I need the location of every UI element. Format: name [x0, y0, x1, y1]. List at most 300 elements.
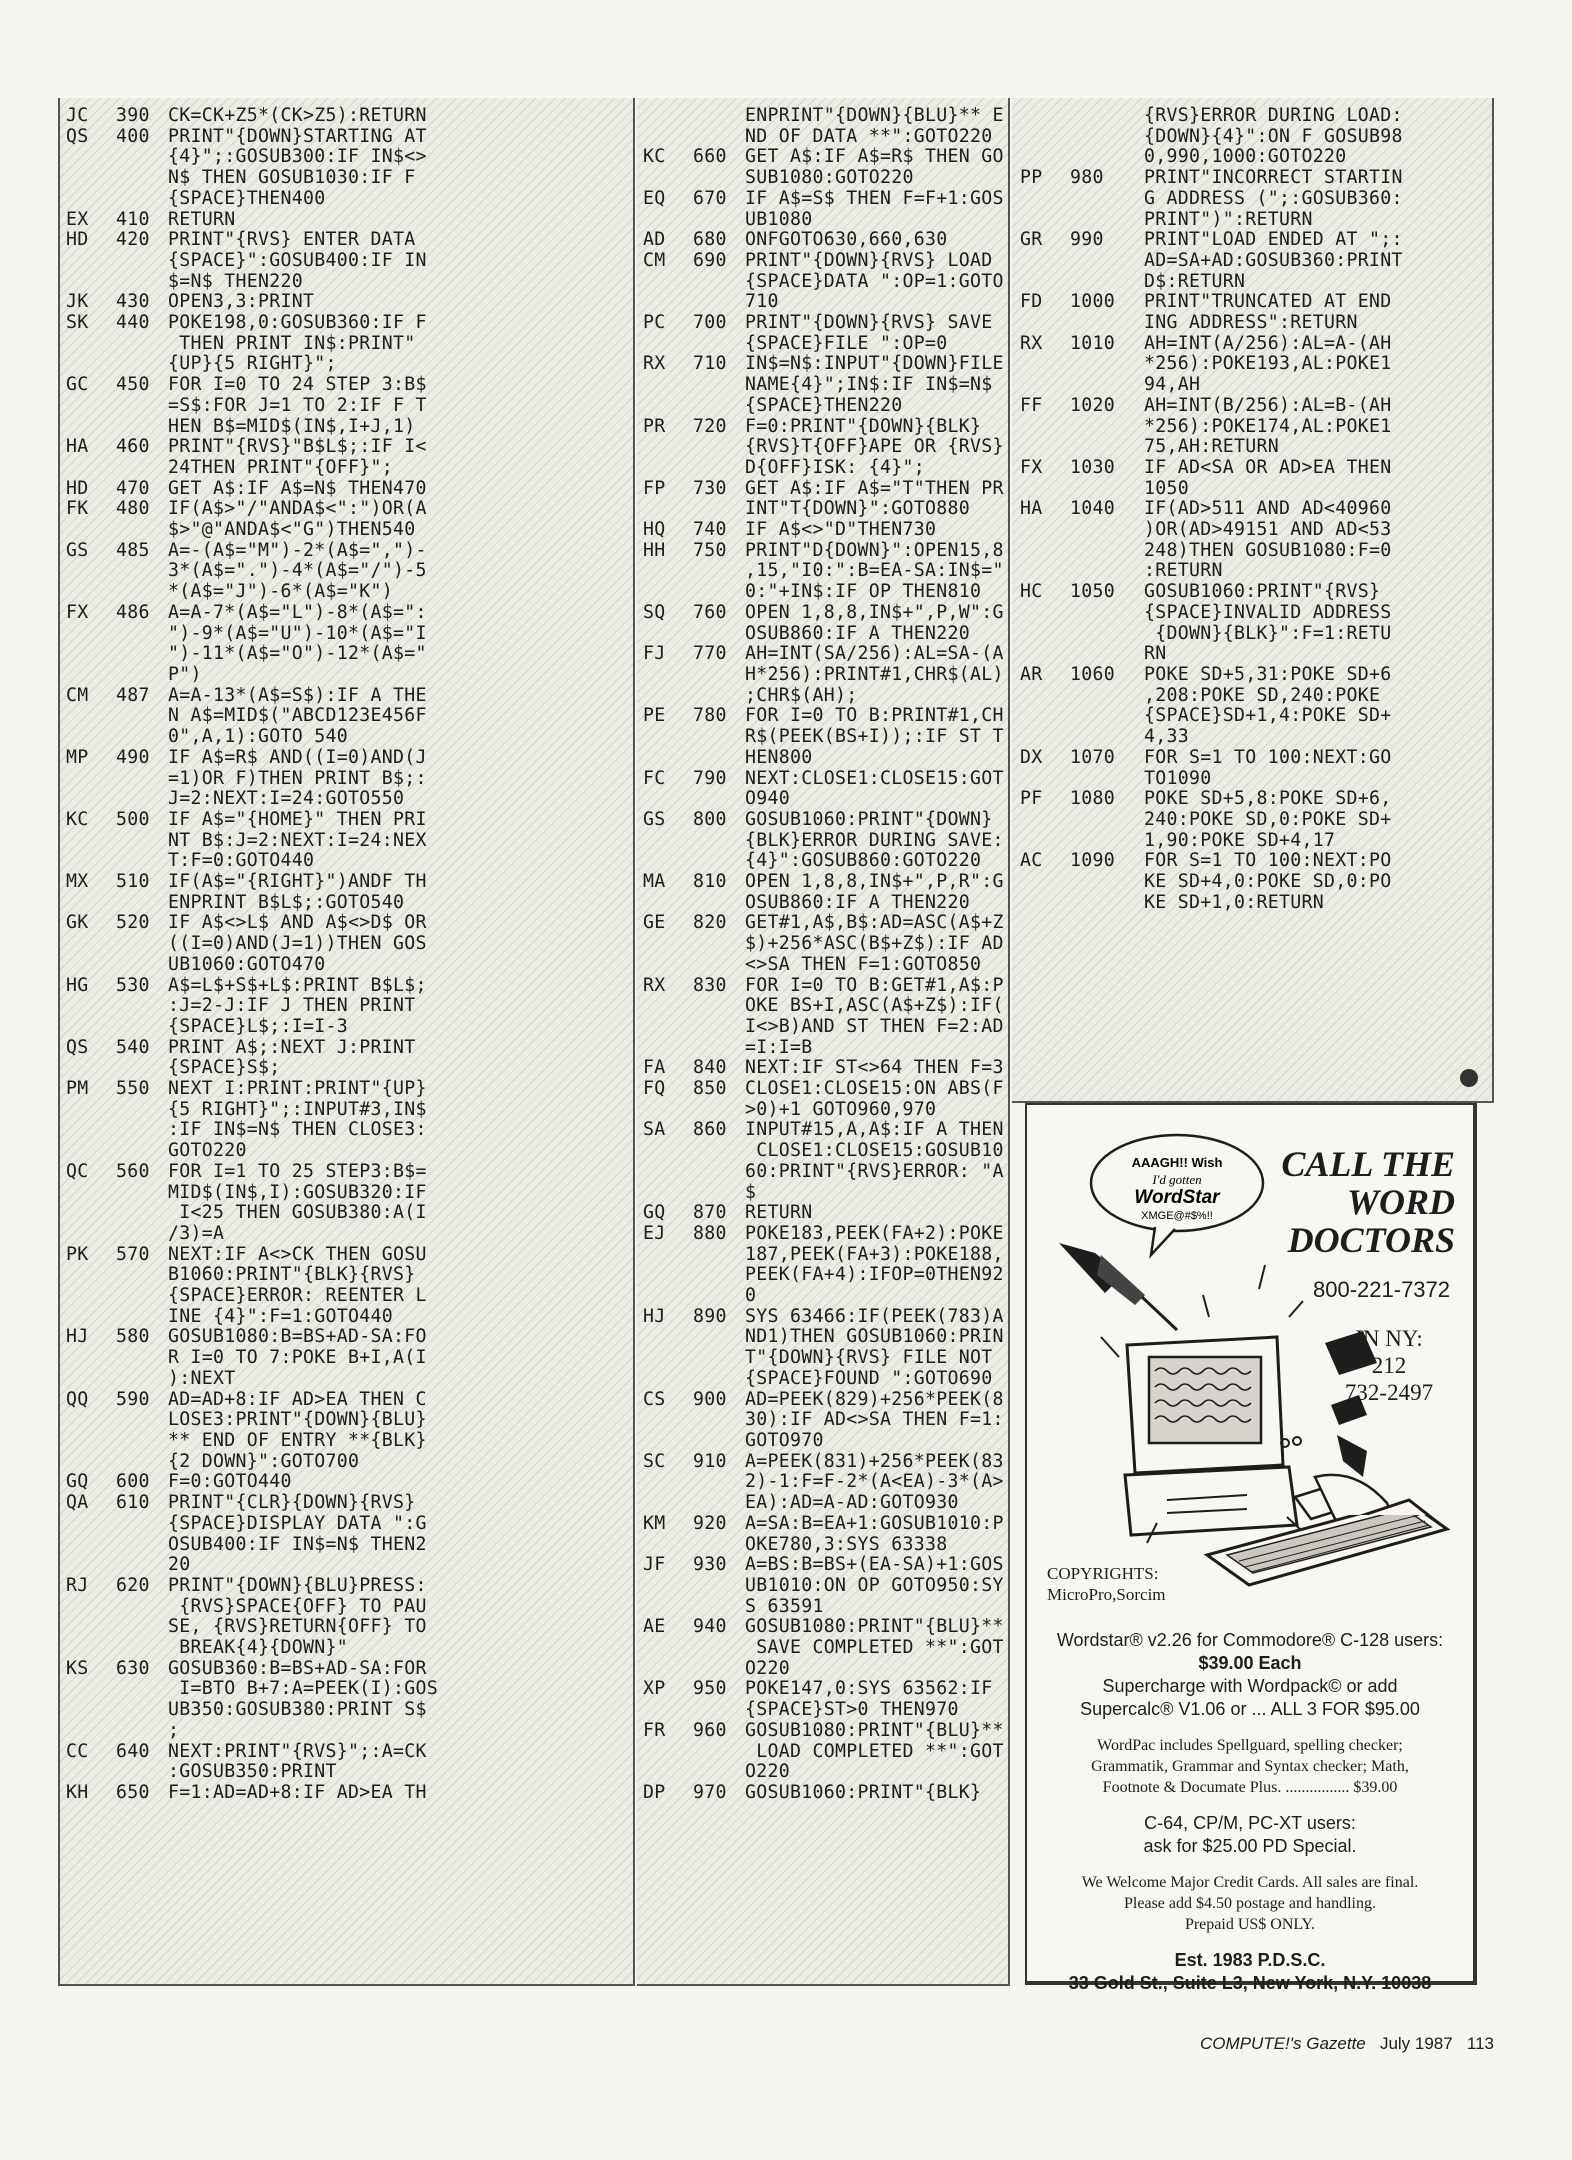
checksum [1020, 520, 1070, 541]
code-text: PRINT"D{DOWN}":OPEN15,8 [745, 539, 1004, 561]
line-number [116, 1679, 168, 1700]
line-number: 820 [693, 912, 727, 934]
code-text: SYS 63466:IF(PEEK(783)A [745, 1305, 1004, 1327]
code-line [643, 1286, 1004, 1307]
code-line [643, 1576, 1004, 1597]
code-text: B1060:PRINT"{BLK}{RVS} [168, 1264, 416, 1286]
line-number [1070, 354, 1144, 375]
code-line [1020, 230, 1488, 251]
code-text: NEXT:PRINT"{RVS}";:A=CK [168, 1740, 427, 1762]
code-text: PRINT"{DOWN}STARTING AT [168, 125, 427, 147]
checksum [66, 189, 116, 210]
code-line [66, 251, 629, 272]
code-line [66, 1762, 629, 1783]
checksum [643, 1762, 693, 1783]
line-number: 1070 [1070, 746, 1115, 768]
line-number [1070, 210, 1144, 231]
code-text: GET#1,A$,B$:AD=ASC(A$+Z [745, 912, 1004, 934]
checksum [643, 1141, 693, 1162]
line-number [116, 582, 168, 603]
copyrights-label: COPYRIGHTS: [1047, 1564, 1159, 1583]
code-line [643, 1617, 1004, 1638]
code-text: {RVS}T{OFF}APE OR {RVS} [745, 436, 1004, 458]
code-line [66, 1783, 629, 1804]
code-line [643, 1017, 1004, 1038]
wordpac-description-2: Grammatik, Grammar and Syntax checker; Math, [1091, 1758, 1409, 1775]
line-number: 390 [116, 105, 150, 126]
code-line [643, 1369, 1004, 1390]
line-number [116, 1617, 168, 1638]
code-line [66, 458, 629, 479]
code-text: INT"T{DOWN}":GOTO880 [745, 498, 970, 520]
code-text: {SPACE}DATA ":OP=1:GOTO [745, 270, 1004, 292]
checksum [1020, 686, 1070, 707]
code-line [66, 934, 629, 955]
checksum [643, 1286, 693, 1307]
code-text: UB1080 [745, 208, 813, 230]
checksum [66, 665, 116, 686]
line-number: 580 [116, 1326, 150, 1348]
code-text: {4}";:GOSUB300:IF IN$<> [168, 146, 427, 168]
line-number [693, 1493, 745, 1514]
line-number [116, 934, 168, 955]
checksum [643, 127, 693, 148]
code-text: IF A$=R$ AND((I=0)AND(J [168, 746, 427, 768]
checksum [643, 375, 693, 396]
line-number [1070, 624, 1144, 645]
terms-prepaid: Prepaid US$ ONLY. [1184, 1916, 1316, 1933]
headline-line-3: DOCTORS [1287, 1220, 1455, 1260]
code-text: A$=L$+S$+L$:PRINT B$L$; [168, 974, 427, 996]
code-text: 94,AH [1144, 374, 1201, 396]
code-line [66, 1224, 629, 1245]
checksum [1020, 313, 1070, 334]
code-line [1020, 727, 1488, 748]
code-text: PRINT")":RETURN [1144, 208, 1313, 230]
checksum [643, 1431, 693, 1452]
line-number: 940 [693, 1616, 727, 1638]
line-number: 487 [116, 684, 150, 706]
line-number [693, 1576, 745, 1597]
code-line [1020, 831, 1488, 852]
code-text: PEEK(FA+4):IFOP=0THEN92 [745, 1264, 1004, 1286]
checksum: FC [643, 767, 666, 789]
checksum: QQ [66, 1388, 89, 1410]
code-line [643, 1493, 1004, 1514]
code-text: GOTO970 [745, 1430, 824, 1451]
checksum [1020, 831, 1070, 852]
checksum [1020, 769, 1070, 790]
line-number [693, 1659, 745, 1680]
code-text: HEN800 [745, 746, 813, 768]
checksum [643, 561, 693, 582]
checksum [66, 1638, 116, 1659]
checksum [643, 1017, 693, 1038]
checksum: FD [1020, 291, 1043, 313]
code-line [643, 541, 1004, 562]
code-line [643, 831, 1004, 852]
line-number [1070, 479, 1144, 500]
line-number [116, 354, 168, 375]
code-text: <>SA THEN F=1:GOTO850 [745, 953, 982, 975]
checksum [66, 644, 116, 665]
checksum: RX [1020, 332, 1043, 354]
code-line [643, 479, 1004, 500]
code-text: IF A$="{HOME}" THEN PRI [168, 808, 427, 830]
line-number [1070, 810, 1144, 831]
code-text: F=1:AD=AD+8:IF AD>EA TH [168, 1781, 427, 1803]
code-line [66, 1245, 629, 1266]
code-line [1020, 582, 1488, 603]
line-number [116, 1597, 168, 1618]
code-line [643, 1742, 1004, 1763]
checksum [1020, 354, 1070, 375]
code-text: OSUB860:IF A THEN220 [745, 891, 970, 913]
code-line [1020, 272, 1488, 293]
code-line [643, 582, 1004, 603]
issue-date: July 1987 [1379, 2034, 1453, 2053]
checksum [66, 1120, 116, 1141]
checksum [66, 1452, 116, 1473]
code-text: H*256):PRINT#1,CHR$(AL) [745, 663, 1004, 685]
code-text: A=SA:B=EA+1:GOSUB1010:P [745, 1512, 1004, 1534]
line-number [116, 706, 168, 727]
checksum: FF [1020, 394, 1043, 416]
line-number: 570 [116, 1243, 150, 1265]
checksum [643, 789, 693, 810]
code-line [1020, 417, 1488, 438]
code-text: PRINT"{RVS}"B$L$;:IF I< [168, 436, 427, 458]
line-number [116, 458, 168, 479]
code-text: FOR S=1 TO 100:NEXT:GO [1144, 746, 1392, 768]
checksum [66, 147, 116, 168]
code-line [66, 582, 629, 603]
code-text: R I=0 TO 7:POKE B+I,A(I [168, 1347, 427, 1369]
checksum: RX [643, 353, 666, 375]
code-text: GOSUB1060:PRINT"{RVS} [1144, 581, 1381, 603]
code-text: O220 [745, 1657, 790, 1679]
line-number [693, 1597, 745, 1618]
code-text: /3)=A [168, 1222, 225, 1244]
code-text: POKE198,0:GOSUB360:IF F [168, 312, 427, 334]
code-line [66, 1742, 629, 1763]
code-text: CLOSE1:CLOSE15:ON ABS(F [745, 1078, 1004, 1100]
line-number [116, 1203, 168, 1224]
code-line [643, 396, 1004, 417]
line-number: 1050 [1070, 581, 1115, 603]
checksum: FR [643, 1719, 666, 1741]
line-number [116, 789, 168, 810]
code-line [66, 1079, 629, 1100]
code-text: PRINT"LOAD ENDED AT ";: [1144, 229, 1403, 251]
checksum [643, 1742, 693, 1763]
code-line [643, 913, 1004, 934]
checksum [643, 1038, 693, 1059]
line-number [693, 1700, 745, 1721]
code-text: I<25 THEN GOSUB380:A(I [168, 1202, 427, 1224]
line-number [1070, 106, 1144, 127]
code-line [643, 934, 1004, 955]
line-number: 600 [116, 1471, 150, 1493]
code-text: ND1)THEN GOSUB1060:PRIN [745, 1326, 1004, 1348]
line-number [1070, 417, 1144, 438]
code-line [66, 1203, 629, 1224]
code-line [66, 1038, 629, 1059]
line-number [1070, 872, 1144, 893]
line-number [1070, 769, 1144, 790]
code-text: O940 [745, 788, 790, 810]
checksum [1020, 727, 1070, 748]
line-number [693, 851, 745, 872]
code-text: ,208:POKE SD,240:POKE [1144, 684, 1381, 706]
checksum [643, 458, 693, 479]
checksum: CM [643, 249, 666, 271]
line-number: 780 [693, 705, 727, 727]
line-number: 440 [116, 312, 150, 334]
code-text: ")-11*(A$="O")-12*(A$=" [168, 643, 427, 665]
line-number [693, 893, 745, 914]
line-number: 660 [693, 146, 727, 168]
line-number [116, 1017, 168, 1038]
code-text: NT B$:J=2:NEXT:I=24:NEX [168, 829, 427, 851]
code-line [1020, 147, 1488, 168]
code-line [1020, 665, 1488, 686]
code-text: NAME{4}";IN$:IF IN$=N$ [745, 374, 993, 396]
checksum [643, 1369, 693, 1390]
checksum [643, 210, 693, 231]
code-line [66, 851, 629, 872]
line-number [693, 1431, 745, 1452]
code-text: =I:I=B [745, 1036, 813, 1058]
checksum: AR [1020, 663, 1043, 685]
code-line [643, 417, 1004, 438]
code-line [643, 748, 1004, 769]
checksum [66, 727, 116, 748]
checksum [66, 1410, 116, 1431]
code-text: {SPACE}L$;:I=I-3 [168, 1015, 348, 1037]
line-number [116, 1183, 168, 1204]
code-line [66, 1514, 629, 1535]
terms-credit-cards: We Welcome Major Credit Cards. All sales are final. [1081, 1874, 1419, 1891]
code-line [66, 644, 629, 665]
code-text: {2 DOWN}":GOTO700 [168, 1450, 360, 1472]
code-text: A=A-7*(A$="L")-8*(A$=": [168, 601, 427, 623]
code-text: PRINT"{DOWN}{RVS} LOAD [745, 249, 993, 271]
line-number [693, 955, 745, 976]
code-line [66, 127, 629, 148]
code-text: CLOSE1:CLOSE15:GOSUB10 [745, 1140, 1004, 1162]
code-line [643, 624, 1004, 645]
listing-column-2 [637, 98, 1010, 1986]
checksum [643, 106, 693, 127]
line-number [1070, 272, 1144, 293]
checksum: PP [1020, 167, 1043, 189]
code-text: 30):IF AD<>SA THEN F=1: [745, 1409, 1004, 1431]
code-text: SE, {RVS}RETURN{OFF} TO [168, 1616, 427, 1638]
line-number [693, 1472, 745, 1493]
checksum [643, 1638, 693, 1659]
line-number [693, 1286, 745, 1307]
code-line [643, 292, 1004, 313]
line-number: 1010 [1070, 332, 1115, 354]
checksum [66, 769, 116, 790]
code-text: {DOWN}{BLK}":F=1:RETU [1144, 622, 1392, 644]
line-number: 450 [116, 374, 150, 396]
checksum [66, 1679, 116, 1700]
code-line [66, 1576, 629, 1597]
code-line [643, 727, 1004, 748]
headline-line-1: CALL THE [1281, 1144, 1455, 1184]
checksum: RJ [66, 1574, 89, 1596]
code-text: 248)THEN GOSUB1080:F=0 [1144, 539, 1392, 561]
line-number [693, 168, 745, 189]
checksum: FK [66, 498, 89, 520]
checksum: GS [643, 808, 666, 830]
checksum [1020, 872, 1070, 893]
code-text: *256):POKE193,AL:POKE1 [1144, 353, 1392, 375]
code-line [643, 810, 1004, 831]
code-text: :GOSUB350:PRINT [168, 1761, 337, 1783]
code-line [643, 1203, 1004, 1224]
code-line [66, 955, 629, 976]
code-text: T"{DOWN}{RVS} FILE NOT [745, 1347, 993, 1369]
checksum [66, 934, 116, 955]
checksum: MA [643, 871, 666, 893]
checksum [643, 1472, 693, 1493]
line-number: 430 [116, 291, 150, 313]
code-line [66, 313, 629, 334]
code-line [66, 706, 629, 727]
code-line [66, 147, 629, 168]
code-text: OPEN 1,8,8,IN$+",P,R":G [745, 871, 1004, 893]
code-line [1020, 644, 1488, 665]
line-number [116, 334, 168, 355]
code-text: GET A$:IF A$="T"THEN PR [745, 477, 1004, 499]
code-line [1020, 354, 1488, 375]
checksum: PK [66, 1243, 89, 1265]
checksum [66, 624, 116, 645]
checksum [643, 1576, 693, 1597]
checksum [643, 582, 693, 603]
svg-text:AAAGH!! Wish: AAAGH!! Wish [1131, 1155, 1223, 1170]
code-text: NEXT:IF ST<>64 THEN F=3 [745, 1057, 1004, 1079]
line-number [693, 210, 745, 231]
line-number [116, 1535, 168, 1556]
line-number: 950 [693, 1678, 727, 1700]
checksum [1020, 479, 1070, 500]
checksum [66, 1721, 116, 1742]
code-line [66, 354, 629, 375]
code-text: OPEN3,3:PRINT [168, 291, 315, 313]
checksum [1020, 437, 1070, 458]
code-text: $)+256*ASC(B$+Z$):IF AD [745, 933, 1004, 955]
line-number [693, 272, 745, 293]
code-text: GOSUB1080:B=BS+AD-SA:FO [168, 1326, 427, 1348]
checksum: GQ [643, 1202, 666, 1224]
line-number: 730 [693, 477, 727, 499]
checksum [643, 748, 693, 769]
line-number [693, 1535, 745, 1556]
checksum [643, 1183, 693, 1204]
code-text: 0:"+IN$:IF OP THEN810 [745, 581, 982, 603]
line-number: 680 [693, 229, 727, 251]
line-number [1070, 189, 1144, 210]
code-text: CK=CK+Z5*(CK>Z5):RETURN [168, 105, 427, 126]
code-line [643, 1120, 1004, 1141]
code-line [643, 686, 1004, 707]
code-line [1020, 210, 1488, 231]
checksum [66, 1224, 116, 1245]
line-number: 1080 [1070, 788, 1115, 810]
line-number: 560 [116, 1160, 150, 1182]
checksum [66, 251, 116, 272]
code-line [66, 561, 629, 582]
checksum [643, 851, 693, 872]
line-number: 490 [116, 746, 150, 768]
code-line [643, 106, 1004, 127]
checksum: SK [66, 312, 89, 334]
code-line [66, 1431, 629, 1452]
checksum: FX [66, 601, 89, 623]
line-number: 850 [693, 1078, 727, 1100]
code-text: ** END OF ENTRY **{BLK} [168, 1430, 427, 1451]
checksum [66, 272, 116, 293]
code-line [66, 1390, 629, 1411]
end-of-article-icon [1460, 1069, 1478, 1087]
line-number [693, 1245, 745, 1266]
line-number [693, 127, 745, 148]
code-line [643, 561, 1004, 582]
checksum [66, 851, 116, 872]
checksum [643, 686, 693, 707]
ny-label: IN NY: [1355, 1326, 1423, 1351]
checksum [66, 168, 116, 189]
checksum [66, 1183, 116, 1204]
checksum [1020, 603, 1070, 624]
code-line [1020, 748, 1488, 769]
line-number: 470 [116, 477, 150, 499]
mailing-address: 33 Gold St., Suite L3, New York, N.Y. 10038 [1068, 1973, 1432, 1993]
copyright-note [1047, 1563, 1166, 1605]
checksum [66, 520, 116, 541]
line-number [693, 1265, 745, 1286]
line-number [693, 437, 745, 458]
code-line [643, 603, 1004, 624]
code-text: :J=2-J:IF J THEN PRINT [168, 995, 416, 1017]
code-line [643, 706, 1004, 727]
checksum: SC [643, 1450, 666, 1472]
code-line [66, 686, 629, 707]
code-text: 1,90:POKE SD+4,17 [1144, 829, 1336, 851]
line-number: 920 [693, 1512, 727, 1534]
code-line [643, 147, 1004, 168]
line-number [693, 499, 745, 520]
code-text: {4}":GOSUB860:GOTO220 [745, 850, 982, 872]
checksum [1020, 127, 1070, 148]
code-text: ONFGOTO630,660,630 [745, 229, 948, 251]
checksum: KH [66, 1781, 89, 1803]
checksum: SA [643, 1119, 666, 1141]
checksum [1020, 644, 1070, 665]
code-line [66, 1307, 629, 1328]
code-text: FOR I=0 TO 24 STEP 3:B$ [168, 374, 427, 396]
checksum: KC [643, 146, 666, 168]
checksum: HA [1020, 498, 1043, 520]
code-line [66, 375, 629, 396]
code-text: =1)OR F)THEN PRINT B$;: [168, 767, 427, 789]
checksum [643, 1597, 693, 1618]
code-text: INE {4}":F=1:GOTO440 [168, 1305, 393, 1327]
